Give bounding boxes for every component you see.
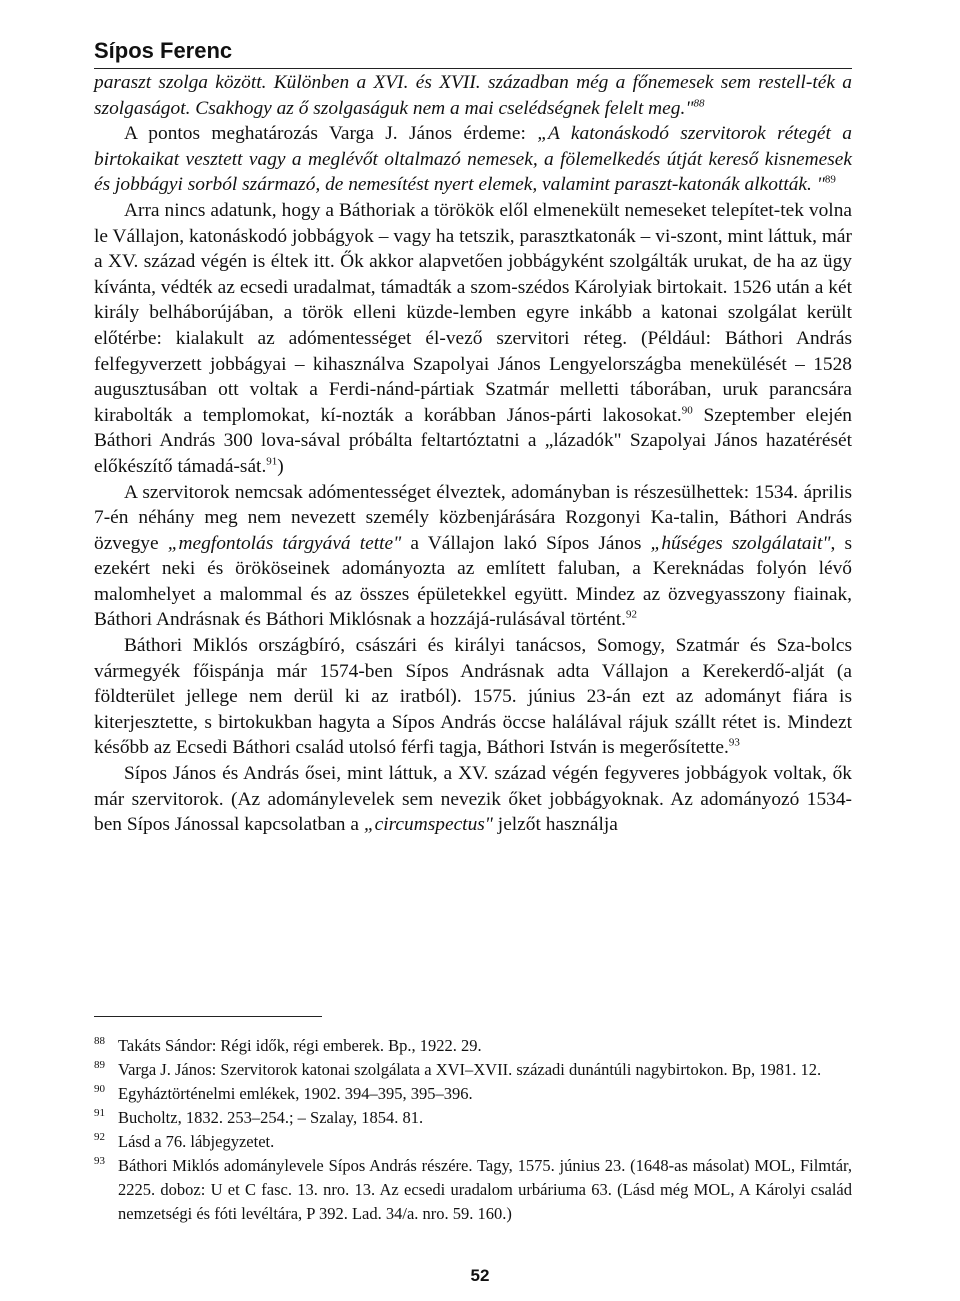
closing-quote: ": [811, 174, 825, 196]
footnote-text: Bucholtz, 1832. 253–254.; – Szalay, 1854. 81.: [118, 1108, 424, 1127]
paragraph-text: Arra nincs adatunk, hogy a Báthoriak a törökök elől elmenekült nemeseket telepítet-tek volna le Vállajon, katonáskodó jobbágyok – vagy ha tetszik, parasztkatonák – vi-szont, mint láttuk, már a XV. század végén is éltek itt. Ők akkor alapvetően jobbágyként szolgálták urukat, de ha az ügy kívánta, védték az ecsedi uradalmat, támadták a szom-szédos Károlyiak birtokait. 1526 után a két király belháborújában, a török elleni küzde-lemben egyre inkább a katonai szolgálat került előtérbe: kialakult az adómentességet él-vező szervitori réteg. (Például: Báthori András felfegyverzett jobbágyai – kihasználva Szapolyai János Lengyelországba menekülését – 1528 augusztusában ott voltak a Ferdi-nánd-pártiak Szatmár melletti táborában, uruk parancsára kirabolták a templomokat, kí-nozták a korábban János-párti lakosokat.: [94, 199, 852, 426]
footnote-number: 90: [94, 1083, 105, 1095]
paragraph-3: [94, 198, 852, 480]
quote-continuation: paraszt szolga között. Különben a XVI. és XVII. században még a főnemesek sem restell-ték a szolgaságot. Csakhogy az ő szolgaságuk nem a mai cselédségnek felelt meg.: [94, 72, 852, 119]
footnote-ref-93[interactable]: 93: [728, 736, 740, 749]
footnote-91: [94, 1106, 852, 1130]
footnote-ref-91[interactable]: 91: [266, 455, 278, 468]
paragraph-text: a Vállajon lakó Sípos János: [401, 532, 651, 554]
paragraph-4: [94, 480, 852, 634]
paragraph-6: [94, 761, 852, 838]
footnote-92: [94, 1130, 852, 1154]
footnote-text: Takáts Sándor: Régi idők, régi emberek. Bp., 1922. 29.: [118, 1036, 482, 1055]
paragraph-text: ): [277, 455, 284, 477]
footnote-number: 89: [94, 1059, 105, 1071]
quoted-phrase: „hűséges szolgálatait": [650, 532, 831, 554]
footnote-93: [94, 1154, 852, 1226]
footnote-ref-88[interactable]: 88: [693, 97, 705, 110]
footnote-ref-90[interactable]: 90: [681, 404, 693, 417]
definition-quote: „A katonáskodó szervitorok rétegét a birtokaikat vesztett vagy a meglévőt oltalmazó nemesek, a fölemelkedés útját kereső kisnemesek és jobbágyi sorból származó, de nemesítést nyert elemek, valamint paraszt-katonák alkották.: [94, 123, 852, 196]
footnote-ref-92[interactable]: 92: [626, 609, 638, 621]
footnote-text: Egyháztörténelmi emlékek, 1902. 394–395, 395–396.: [118, 1084, 473, 1103]
footnotes: [94, 1034, 852, 1226]
paragraph-5: [94, 633, 852, 761]
page-number: 52: [470, 1266, 490, 1285]
footnote-text: Báthori Miklós adománylevele Sípos András részére. Tagy, 1575. június 23. (1648-as másolat) MOL, Filmtár, 2225. doboz: U et C fasc. 13. nro. 13. Az ecsedi uradalom urbáriuma 63. (Lásd még MOL, A Károlyi család nemzetségi és fóti levéltára, P 392. Lad. 34/a. nro. 59. 160.): [118, 1156, 852, 1223]
footnote-number: 91: [94, 1107, 105, 1119]
header-rule: [94, 68, 852, 69]
footnote-89: [94, 1058, 852, 1082]
quoted-phrase: „megfontolás tárgyává tette": [167, 532, 402, 554]
footnote-text: Varga J. János: Szervitorok katonai szolgálata a XVI–XVII. századi dunántúli nagybirtokon. Bp, 1981. 12.: [118, 1060, 822, 1079]
footnote-number: 93: [94, 1155, 105, 1167]
paragraph-text: A szervitorok nemcsak adómentességet élveztek, adományban is részesülhettek: 1534. április 7-én néhány meg nem nevezett személy közbenjárására Rozgonyi Ka-talin, Báthori András özvegye: [94, 481, 852, 554]
footnote-88: [94, 1034, 852, 1058]
paragraph-text: jelzőt használja: [492, 814, 618, 836]
footnote-separator: [94, 1016, 322, 1017]
quoted-phrase: „circumspectus": [363, 814, 493, 836]
footnote-ref-89[interactable]: 89: [824, 173, 836, 186]
paragraph-text: A pontos meghatározás Varga J. János érdeme:: [124, 123, 538, 145]
running-head: Sípos Ferenc: [94, 38, 233, 63]
paragraph-1: [94, 70, 852, 121]
paragraph-text: , s ezekért neki és örököseinek adományozta az említett faluban, a Kereknádas folyón lévő malomhelyet a malommal és az összes épületekkel együtt. Mindez az özvegyasszony fiainak, Báthori Andrásnak és Báthori Miklósnak a hozzájá-rulásával történt.: [94, 532, 852, 631]
footnote-number: 88: [94, 1035, 105, 1047]
paragraph-text: Sípos János és András ősei, mint láttuk, a XV. század végén fegyveres jobbágyok voltak, ők már szervitorok. (Az adománylevelek sem nevezik őket jobbágyoknak. Az adományozó 1534-ben Sípos Jánossal kapcsolatban a: [94, 763, 852, 836]
paragraph-text: Báthori Miklós országbíró, császári és királyi tanácsos, Somogy, Szatmár és Sza-bolcs vármegyék főispánja már 1574-ben Sípos Andrásnak adta Vállajon a Kerekerdő-alját (a földterület jellege nem derül ki az iratból). 1575. június 23-án ezt az adományt fiára is kiterjesztette, s birtokukban hagyta a Sípos András öccse halálával rájuk szállt rétet is. Mindezt később az Ecsedi Báthori család utolsó férfi tagja, Báthori István is megerősítette.: [94, 635, 852, 759]
closing-quote: ": [685, 97, 694, 119]
footnote-number: 92: [94, 1131, 105, 1143]
footnote-text: Lásd a 76. lábjegyzetet.: [118, 1132, 275, 1151]
footnote-90: [94, 1082, 852, 1106]
body-text: [94, 70, 852, 838]
paragraph-2: [94, 121, 852, 198]
paragraph-text: Szeptember elején Báthori András 300 lova-sával próbálta feltartóztatni a „lázadók" Szapolyai János hazatérését előkészítő támadá-sát.: [94, 404, 852, 477]
